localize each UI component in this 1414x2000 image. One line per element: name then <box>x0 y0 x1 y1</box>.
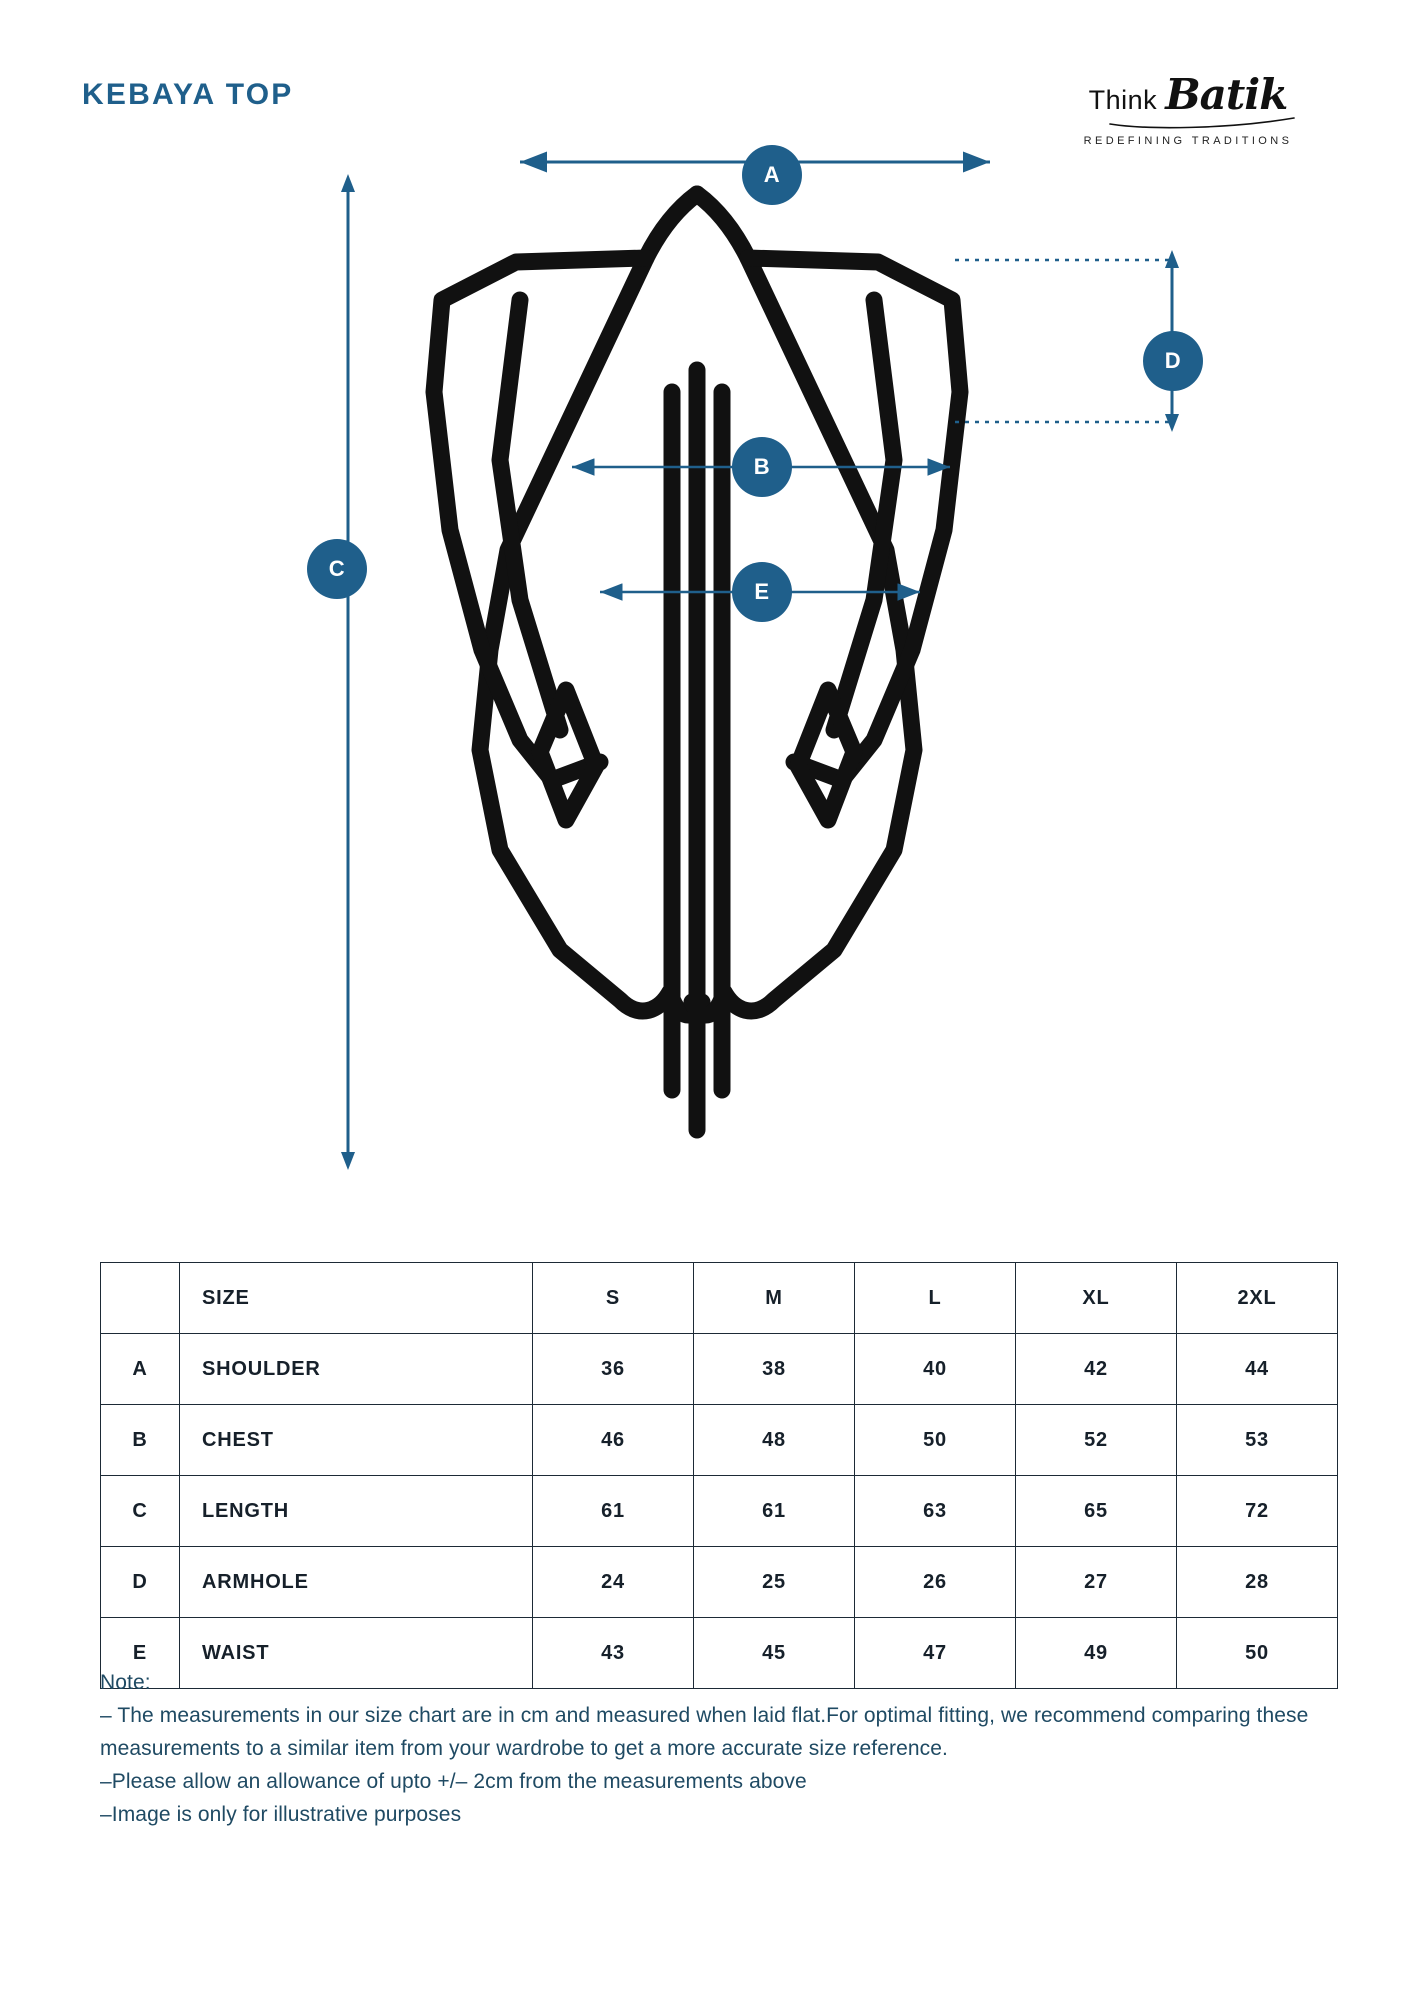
table-row <box>101 1334 1338 1405</box>
table-header-2xl: 2XL <box>1177 1263 1338 1334</box>
row-value-l: 50 <box>855 1405 1016 1476</box>
table-row <box>101 1405 1338 1476</box>
row-value-2xl: 72 <box>1177 1476 1338 1547</box>
note-line-3: –Image is only for illustrative purposes <box>100 1803 462 1826</box>
row-value-xl: 27 <box>1016 1547 1177 1618</box>
note-heading: Note: <box>100 1671 151 1694</box>
row-letter: E <box>101 1618 180 1689</box>
row-value-l: 63 <box>855 1476 1016 1547</box>
note-line-2: –Please allow an allowance of upto +/– 2cm from the measurements above <box>100 1770 807 1793</box>
row-label: CHEST <box>180 1405 533 1476</box>
kebaya-outline-icon <box>434 194 960 1130</box>
note-line-1: – The measurements in our size chart are in cm and measured when laid flat.For optimal fitting, we recommend comparing these measurements to a similar item from your wardrobe to get a more accurate size reference. <box>100 1704 1309 1760</box>
row-value-s: 43 <box>533 1618 694 1689</box>
measure-line-d <box>955 250 1179 432</box>
measure-badge-e: E <box>732 562 792 622</box>
row-label: SHOULDER <box>180 1334 533 1405</box>
row-value-2xl: 50 <box>1177 1618 1338 1689</box>
row-label: ARMHOLE <box>180 1547 533 1618</box>
brand-tagline: REDEFINING TRADITIONS <box>1083 135 1293 147</box>
table-header-xl: XL <box>1016 1263 1177 1334</box>
brand-word-batik: Batik <box>1165 70 1288 119</box>
page-title: KEBAYA TOP <box>82 78 294 111</box>
table-header-s: S <box>533 1263 694 1334</box>
table-row <box>101 1476 1338 1547</box>
row-label: LENGTH <box>180 1476 533 1547</box>
row-value-m: 45 <box>694 1618 855 1689</box>
garment-diagram <box>0 130 1414 1230</box>
table-row <box>101 1547 1338 1618</box>
row-letter: A <box>101 1334 180 1405</box>
row-value-l: 47 <box>855 1618 1016 1689</box>
row-value-s: 36 <box>533 1334 694 1405</box>
measure-badge-c: C <box>307 539 367 599</box>
row-value-s: 46 <box>533 1405 694 1476</box>
row-letter: B <box>101 1405 180 1476</box>
row-value-m: 61 <box>694 1476 855 1547</box>
table-header-size: SIZE <box>180 1263 533 1334</box>
measure-badge-b: B <box>732 437 792 497</box>
row-value-s: 61 <box>533 1476 694 1547</box>
size-table-wrapper <box>100 1262 1309 1689</box>
row-letter: D <box>101 1547 180 1618</box>
row-value-xl: 49 <box>1016 1618 1177 1689</box>
garment-illustration <box>0 130 1414 1230</box>
brand-word-think: Think <box>1088 85 1158 115</box>
row-value-l: 26 <box>855 1547 1016 1618</box>
table-header-row <box>101 1263 1338 1334</box>
table-header-l: L <box>855 1263 1016 1334</box>
row-label: WAIST <box>180 1618 533 1689</box>
row-value-m: 25 <box>694 1547 855 1618</box>
size-table <box>100 1262 1338 1689</box>
table-header-m: M <box>694 1263 855 1334</box>
row-value-2xl: 28 <box>1177 1547 1338 1618</box>
row-value-xl: 42 <box>1016 1334 1177 1405</box>
measure-line-c <box>341 174 355 1170</box>
measure-badge-a: A <box>742 145 802 205</box>
row-value-2xl: 53 <box>1177 1405 1338 1476</box>
measure-badge-d: D <box>1143 331 1203 391</box>
brand-wordmark <box>1048 70 1328 119</box>
row-value-m: 48 <box>694 1405 855 1476</box>
row-value-xl: 52 <box>1016 1405 1177 1476</box>
row-letter: C <box>101 1476 180 1547</box>
row-value-s: 24 <box>533 1547 694 1618</box>
row-value-2xl: 44 <box>1177 1334 1338 1405</box>
table-header-blank <box>101 1263 180 1334</box>
note-block <box>100 1666 1330 1831</box>
row-value-l: 40 <box>855 1334 1016 1405</box>
row-value-xl: 65 <box>1016 1476 1177 1547</box>
row-value-m: 38 <box>694 1334 855 1405</box>
